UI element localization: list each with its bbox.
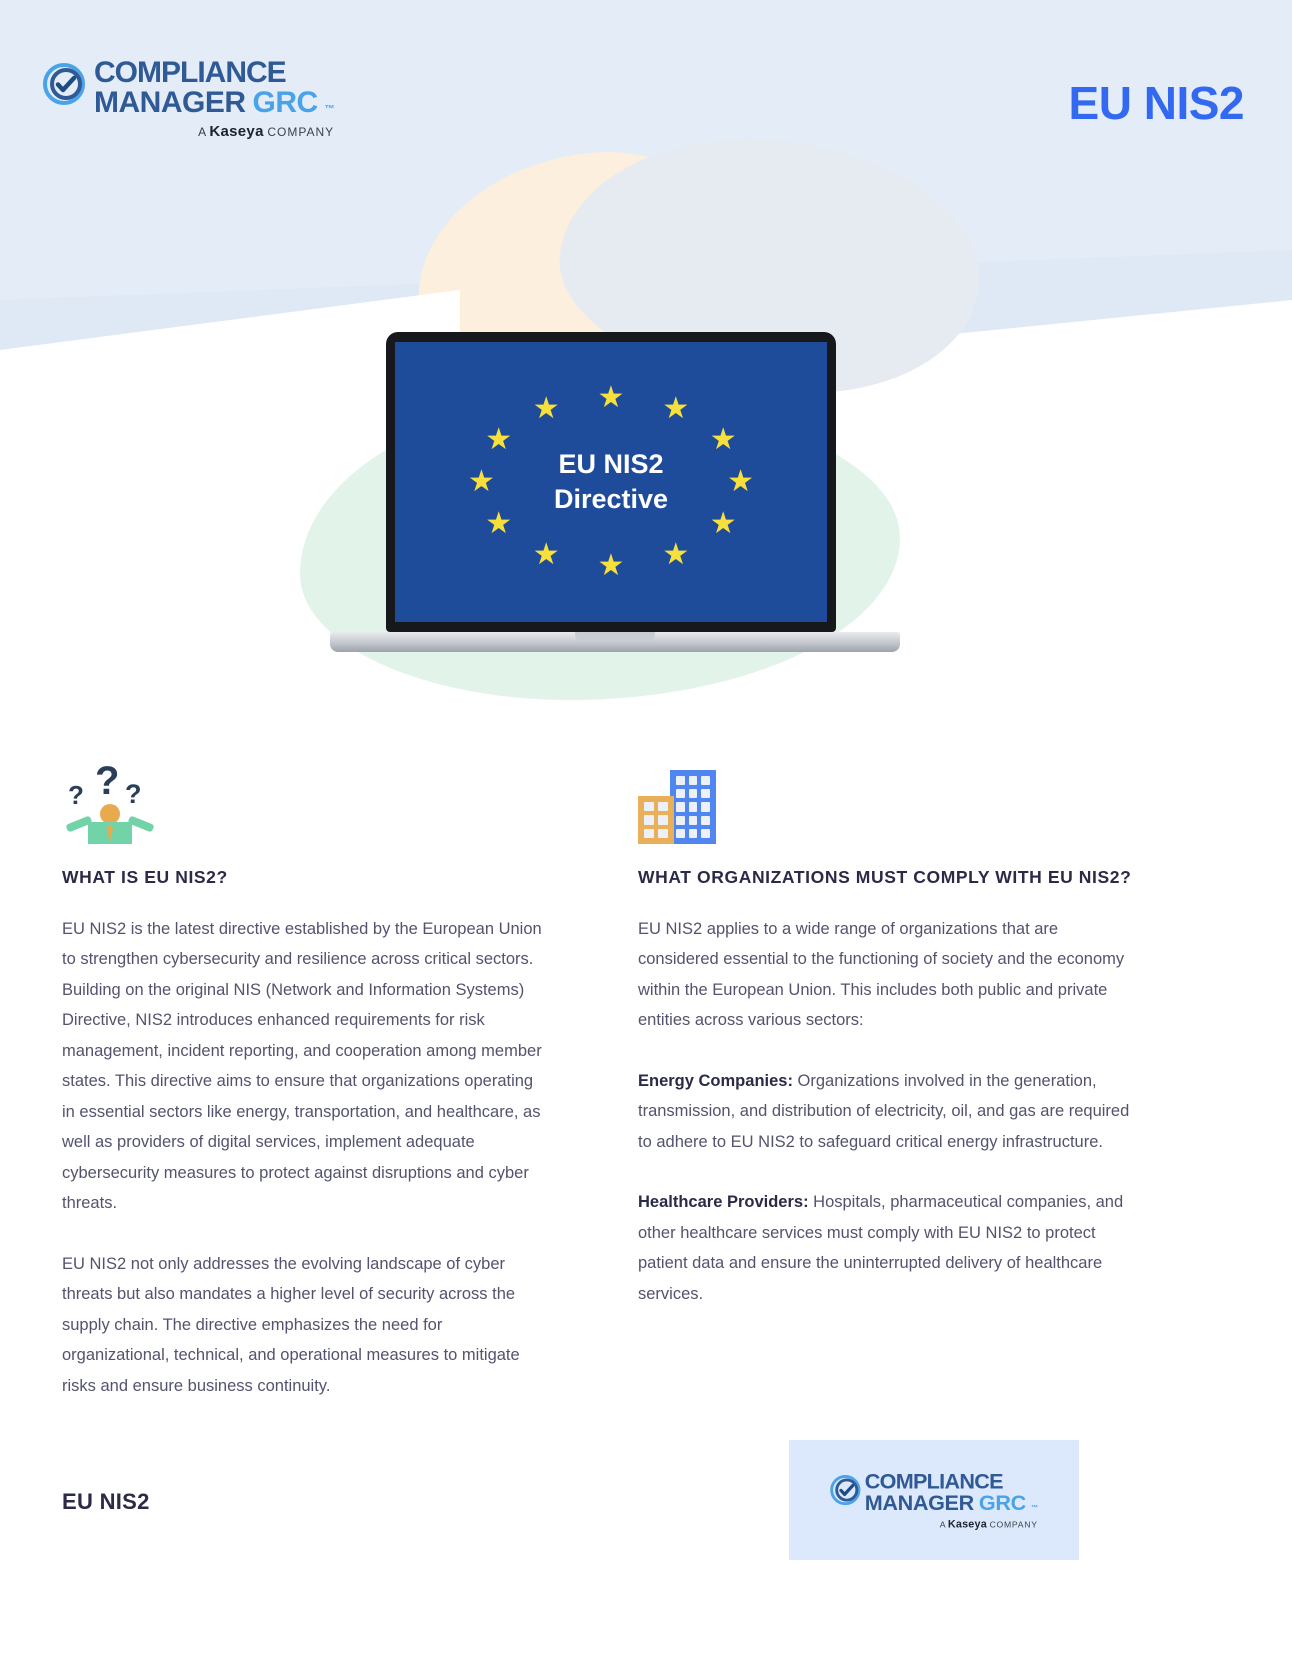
- logo-sub-a: A: [940, 1519, 946, 1530]
- laptop-base: [330, 632, 900, 652]
- logo-sub-company: COMPANY: [267, 125, 335, 139]
- logo-trademark: ™: [324, 104, 335, 115]
- section-heading-right: WHAT ORGANIZATIONS MUST COMPLY WITH EU NIS2?: [638, 867, 1132, 887]
- logo-grc: GRC: [979, 1491, 1027, 1515]
- item-label: Healthcare Providers:: [638, 1193, 809, 1212]
- laptop-notch: [575, 632, 655, 641]
- screen-title: EU NIS2: [558, 448, 664, 479]
- logo-sub-company: COMPANY: [990, 1519, 1039, 1530]
- eu-star-icon: ★: [485, 423, 513, 456]
- eu-star-icon: ★: [709, 507, 737, 540]
- eu-star-icon: ★: [727, 465, 755, 498]
- section-what-is-eu-nis2: [62, 752, 542, 1418]
- section-heading-left: WHAT IS EU NIS2?: [62, 867, 228, 887]
- item-label: Energy Companies:: [638, 1071, 793, 1090]
- check-circle-icon: [42, 62, 86, 106]
- paragraph: EU NIS2 is the latest directive established by the European Union to strengthen cybersecurity and resilience across critical sectors. Building on the original NIS (Network and Information Systems) Directive, NIS2 introduces enhanced requirements for risk management, incident reporting, and cooperation among member states. This directive aims to ensure that organizations operating in essential sectors like energy, transportation, and healthcare, as well as providers of digital services, implement adequate cybersecurity measures to protect against disruptions and cyber threats.: [62, 919, 542, 1213]
- footer-title: EU NIS2: [62, 1489, 150, 1514]
- item-text: Hospitals, pharmaceutical companies, and other healthcare services must comply with EU NIS2 to protect patient data and ensure the uninterrupted delivery of healthcare services.: [638, 1193, 1124, 1303]
- footer-logo-panel: [789, 1440, 1079, 1560]
- laptop-illustration: [330, 332, 900, 652]
- office-buildings-icon: [638, 752, 1138, 844]
- item-text: Organizations involved in the generation, transmission, and distribution of electricity, oil, and gas are required to adhere to EU NIS2 to safeguard critical energy infrastructure.: [638, 1071, 1130, 1151]
- logo-trademark: ™: [1031, 1503, 1039, 1512]
- question-mark-large-icon: ?: [95, 759, 120, 803]
- list-item-healthcare-providers: [638, 1187, 1138, 1309]
- eu-star-icon: ★: [597, 381, 625, 414]
- person-head: [100, 804, 120, 824]
- logo-line-compliance: COMPLIANCE: [94, 56, 286, 89]
- eu-star-icon: ★: [662, 392, 690, 426]
- building-orange: [638, 796, 674, 844]
- screen-caption: [395, 447, 827, 517]
- eu-star-icon: ★: [662, 537, 690, 571]
- logo-kaseya-tagline: [198, 124, 334, 139]
- question-mark-small-right-icon: ?: [125, 779, 142, 809]
- logo-line-manager: MANAGER: [94, 86, 246, 119]
- eu-star-icon: ★: [597, 549, 625, 582]
- check-circle-icon: [830, 1474, 862, 1506]
- eu-flag-screen: [395, 342, 827, 622]
- question-mark-small-left-icon: ?: [68, 780, 84, 810]
- logo-sub-kaseya: Kaseya: [948, 1517, 988, 1530]
- paragraph: EU NIS2 not only addresses the evolving landscape of cyber threats but also mandates a higher level of security across the supply chain. The directive emphasizes the need for organizational, technical, and operational measures to mitigate risks and ensure business continuity.: [62, 1254, 520, 1395]
- logo-line-compliance: COMPLIANCE: [865, 1469, 1004, 1494]
- paragraph-intro: EU NIS2 applies to a wide range of organizations that are considered essential to the functioning of society and the economy within the European Union. This includes both public and private entities across various sectors:: [638, 919, 1125, 1030]
- logo-grc: GRC: [252, 86, 318, 119]
- laptop-lid: [386, 332, 836, 632]
- logo-line-manager: MANAGER: [865, 1491, 975, 1515]
- logo-sub-kaseya: Kaseya: [209, 123, 264, 140]
- logo-sub-a: A: [198, 125, 206, 139]
- brand-logo: [42, 58, 334, 139]
- footer-brand-logo: [830, 1471, 1038, 1529]
- confused-person-icon: [62, 752, 542, 844]
- screen-subtitle: Directive: [553, 484, 669, 514]
- list-item-energy-companies: [638, 1066, 1138, 1158]
- eu-star-icon: ★: [532, 537, 560, 571]
- eu-star-icon: ★: [467, 465, 495, 498]
- page-title: EU NIS2: [1068, 77, 1244, 129]
- eu-star-icon: ★: [485, 507, 513, 540]
- eu-star-icon: ★: [709, 423, 737, 456]
- building-blue: [670, 770, 716, 844]
- eu-star-icon: ★: [532, 392, 560, 426]
- logo-kaseya-tagline: [940, 1518, 1038, 1529]
- section-who-must-comply: [638, 752, 1138, 1326]
